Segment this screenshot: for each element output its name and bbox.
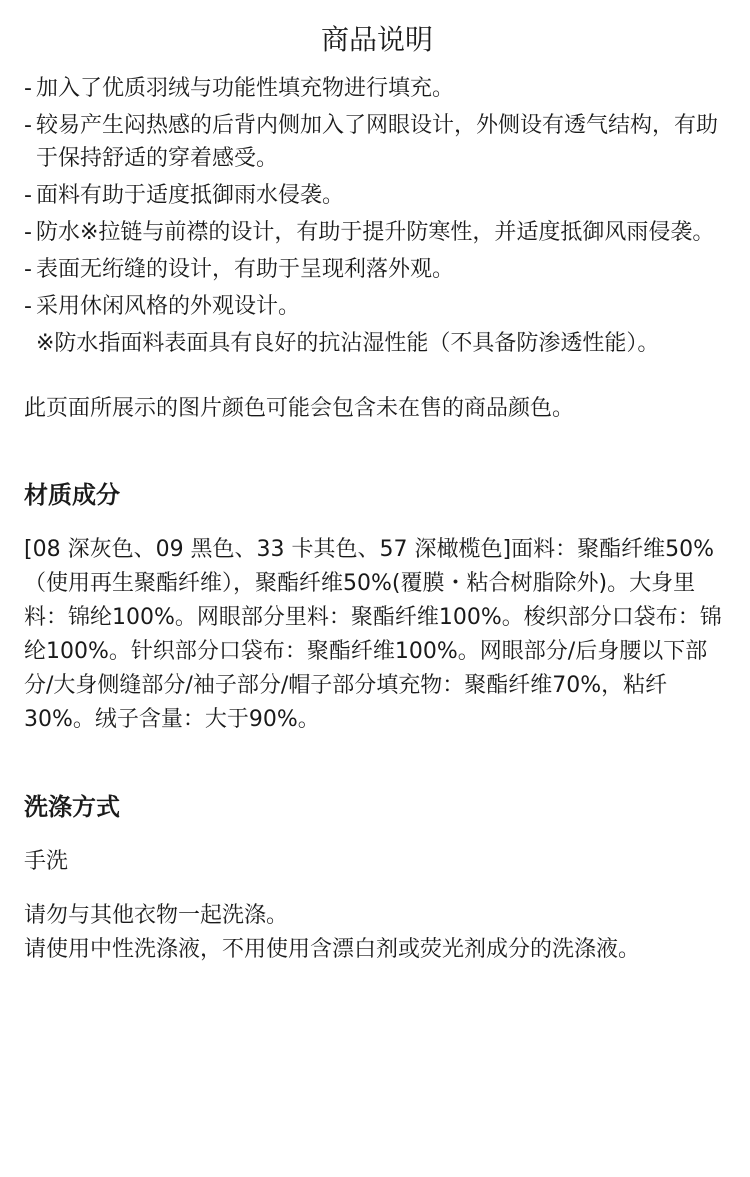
washing-method: 手洗 <box>24 849 69 874</box>
washing-heading: 洗涤方式 <box>24 793 120 821</box>
material-heading: 材质成分 <box>24 481 120 509</box>
washing-instruction: 请勿与其他衣物一起洗涤。 <box>24 903 289 928</box>
washing-block <box>24 845 730 967</box>
feature-text: 面料有助于适度抵御雨水侵袭。 <box>36 183 345 208</box>
feature-text: 防水※拉链与前襟的设计，有助于提升防寒性，并适度抵御风雨侵袭。 <box>36 220 715 245</box>
feature-text: 加入了优质羽绒与功能性填充物进行填充。 <box>36 76 455 101</box>
feature-item <box>24 179 730 212</box>
bullet-dash: - <box>24 76 32 101</box>
feature-list <box>24 72 730 323</box>
product-description-page <box>24 0 730 967</box>
feature-item <box>24 253 730 286</box>
feature-item <box>24 290 730 323</box>
bullet-dash: - <box>24 183 32 208</box>
feature-item <box>24 72 730 105</box>
feature-item <box>24 109 730 175</box>
bullet-dash: - <box>24 294 32 319</box>
feature-text: 较易产生闷热感的后背内侧加入了网眼设计，外侧设有透气结构，有助于保持舒适的穿着感受。 <box>36 113 719 171</box>
feature-text: 表面无绗缝的设计，有助于呈现利落外观。 <box>36 257 455 282</box>
color-disclaimer: 此页面所展示的图片颜色可能会包含未在售的商品颜色。 <box>24 396 575 421</box>
bullet-dash: - <box>24 113 32 138</box>
feature-item <box>24 216 730 249</box>
waterproof-note: ※防水指面料表面具有良好的抗沾湿性能（不具备防渗透性能）。 <box>36 331 660 356</box>
bullet-dash: - <box>24 257 32 282</box>
page-title: 商品说明 <box>320 23 433 56</box>
bullet-dash: - <box>24 220 32 245</box>
material-text: [08 深灰色、09 黑色、33 卡其色、57 深橄榄色]面料：聚酯纤维50%（使用再生聚酯纤维），聚酯纤维50%(覆膜・粘合树脂除外)。大身里料：锦纶100%。网眼部分里料：聚酯纤维100%。梭织部分口袋布：锦纶100%。针织部分口袋布：聚酯纤维100%。网眼部分/后身腰以下部分/大身侧缝部分/袖子部分/帽子部分填充物：聚酯纤维70%，粘纤30%。绒子含量：大于90%。 <box>24 537 722 732</box>
washing-instruction: 请使用中性洗涤液，不用使用含漂白剂或荧光剂成分的洗涤液。 <box>24 937 641 962</box>
feature-text: 采用休闲风格的外观设计。 <box>36 294 301 319</box>
